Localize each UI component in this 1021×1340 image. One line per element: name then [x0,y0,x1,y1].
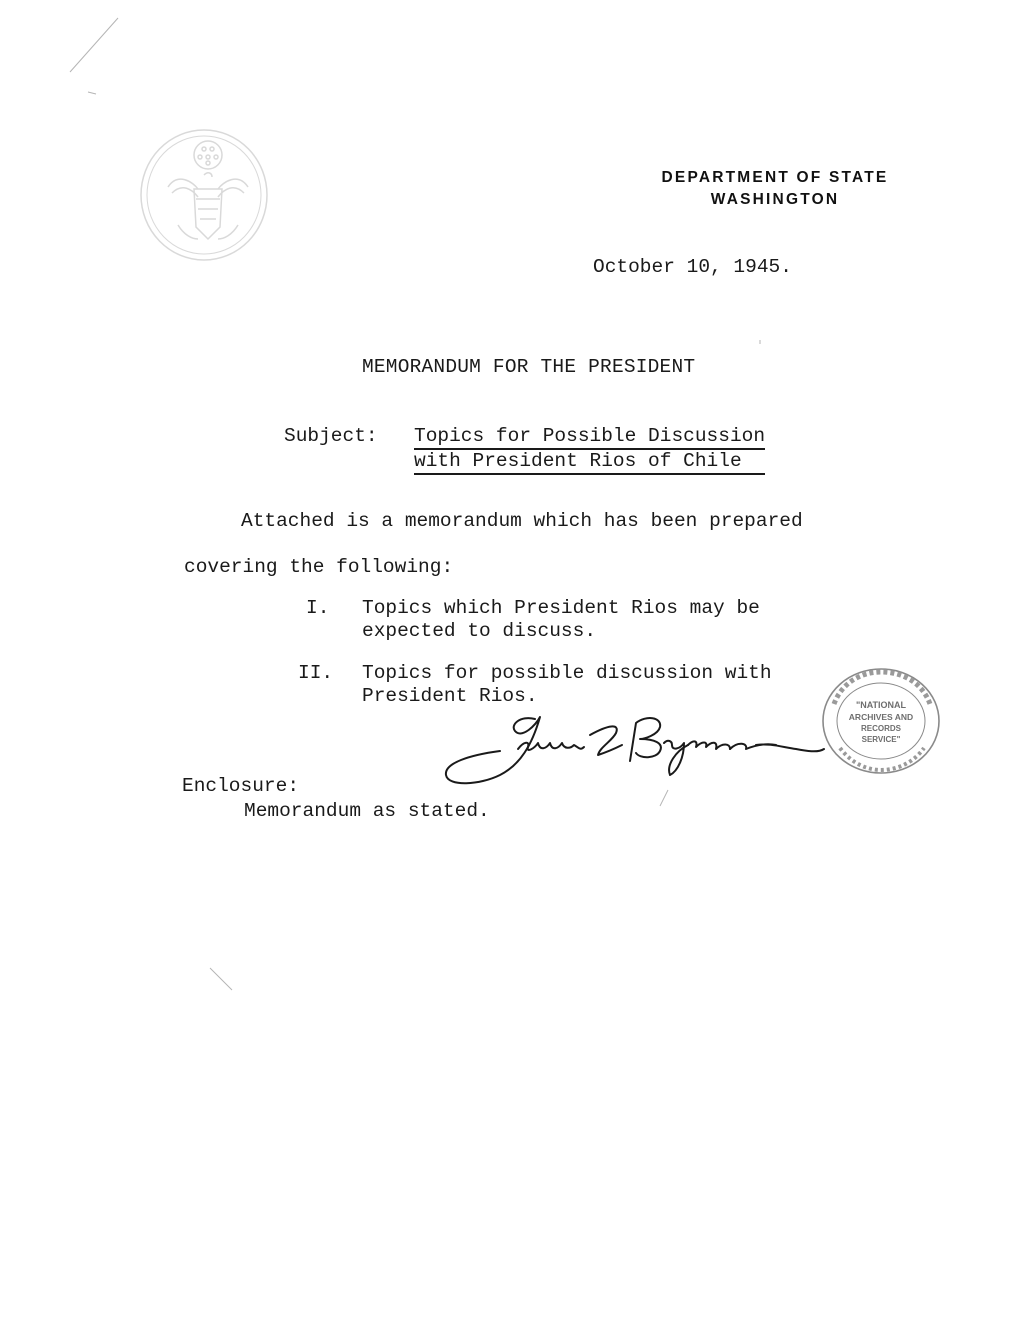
item-line: Topics which President Rios may be [362,597,760,619]
subject-line-2: with President Rios of Chile [414,450,765,475]
enclosure-text: Memorandum as stated. [244,800,490,822]
subject-label: Subject: [284,425,378,447]
memo-date: October 10, 1945. [593,256,792,278]
item-text [362,597,760,643]
subject-text [414,425,765,475]
body-line-2: covering the following: [184,556,454,578]
enclosure-label: Enclosure: [182,775,300,797]
letterhead-department: DEPARTMENT OF STATE [661,169,889,186]
svg-text:"NATIONAL: "NATIONAL [855,700,907,710]
department-seal-emboss [138,127,270,263]
svg-text:SERVICE": SERVICE" [861,735,901,744]
body-line-1: Attached is a memorandum which has been prepared [241,510,803,532]
subject-line-1: Topics for Possible Discussion [414,425,765,450]
item-line: Topics for possible discussion with [362,662,772,684]
item-text [362,662,772,708]
item-number: II. [298,662,334,684]
svg-text:ARCHIVES AND: ARCHIVES AND [848,712,914,722]
item-line: expected to discuss. [362,620,597,642]
memo-title: MEMORANDUM FOR THE PRESIDENT [362,356,696,378]
letterhead [600,167,950,211]
item-number: I. [306,597,330,619]
svg-text:RECORDS: RECORDS [860,724,902,733]
signature [440,705,830,800]
library-stamp [818,664,944,778]
item-line: President Rios. [362,685,538,707]
letterhead-city: WASHINGTON [710,191,840,208]
